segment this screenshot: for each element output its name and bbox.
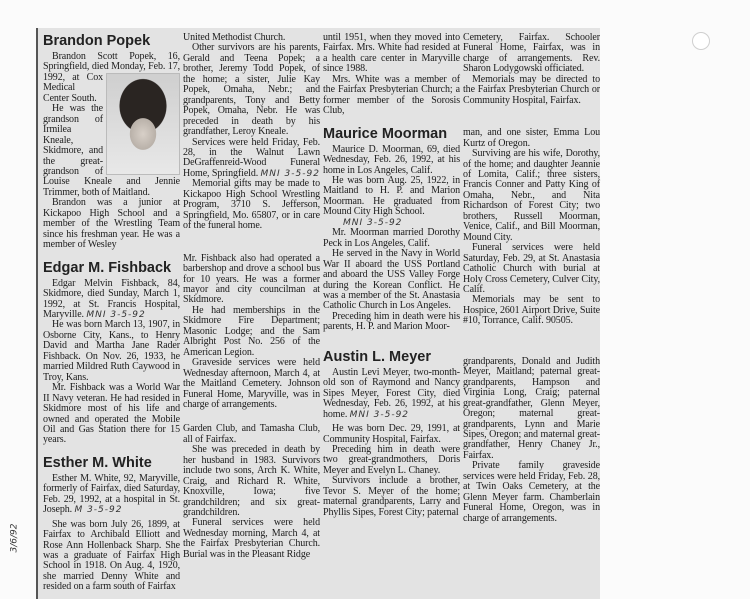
obituary-edgar-col1 xyxy=(43,279,180,446)
paragraph: Memorial gifts may be made to Kickapoo High School Wrestling Program, 3710 S. Jefferson, Springfield, Mo. 65807, or in care of the funeral home. xyxy=(183,178,320,232)
column-1 xyxy=(43,33,180,593)
column-4 xyxy=(463,33,600,593)
obituary-austin-col4 xyxy=(463,357,600,524)
paragraph: Funeral services were held Saturday, Feb. 29, at St. Anastasia Catholic Church with burial at Holy Cross Cemetery, Culver City, Calif. xyxy=(463,242,600,295)
obituary-maurice-col3 xyxy=(323,145,460,333)
obituary-heading-maurice-moorman: Maurice Moorman xyxy=(323,125,448,142)
paragraph: man, and one sister, Emma Lou Kurtz of Oregon. xyxy=(463,127,600,149)
paragraph: He was born Aug. 25, 1922, in Maitland to H. P. and Marion Moorman. He graduated from Mound City High School. xyxy=(323,174,460,218)
paragraph: until 1951, when they moved into Fairfax. Mrs. White had resided at a health care center in Maryville since 1988. xyxy=(323,32,460,75)
paragraph: He served in the Navy in World War II aboard the USS Portland and aboard the USS Valley Forge during the Korean Conflict. He was a member of the St. Anastasia Catholic Church in Los Angeles. xyxy=(323,248,460,312)
obituary-edgar-col2 xyxy=(183,254,320,411)
paragraph: Memorials may be sent to Hospice, 2601 Airport Drive, Suite #10, Torrance, Calif. 90505. xyxy=(463,294,600,327)
obituary-heading-brandon-popek: Brandon Popek xyxy=(43,33,151,49)
paragraph: She was born July 26, 1899, at Fairfax to Archibald Elliott and Rose Ann Hollenback Sharp. She was a graduate of Fairfax High School in 1918. On Aug. 4, 1920, she married Denny White and resided on a farm south of Fairfax xyxy=(43,518,180,593)
paragraph: Brandon was a junior at Kickapoo High School and a member of the Wrestling Team since his freshman year. He was a member of Wesley xyxy=(43,197,180,251)
column-3 xyxy=(323,33,460,593)
paragraph: Surviving are his wife, Dorothy, of the home; and daughter Jeannie of Lomita, Calif.; three sisters, Francis Conner and Patty King of Omaha, Nebr., and Nita Richardson of Forest City; two brothers, Russell Moorman, Venice, Calif., and Bill Moorman, Mound City. xyxy=(463,148,600,243)
paragraph: He was born Dec. 29, 1991, at Community Hospital, Fairfax. xyxy=(323,423,460,445)
binder-hole xyxy=(692,32,710,50)
obituary-heading-edgar-fishback: Edgar M. Fishback xyxy=(43,259,172,276)
paragraph: He was born March 13, 1907, in Osborne City, Kans., to Henry David and Martha Jane Rader Fishback. On Nov. 26, 1933, he married Mildred Ruth Caywood in Troy, Kans. xyxy=(43,319,180,383)
paragraph: Garden Club, and Tamasha Club, all of Fairfax. xyxy=(183,423,320,445)
paragraph: Austin Levi Meyer, two-month-old son of Raymond and Nancy Sipes Meyer, Forest City, died Wednesday, Feb. 26, 1992, at his home. MNI 3-5-92 xyxy=(323,366,460,420)
obituary-esther-col4 xyxy=(463,33,600,106)
paragraph: He had memberships in the Skidmore Fire Department; Masonic Lodge; and the Sam Albright Post No. 256 of the American Legion. xyxy=(183,304,320,358)
obituary-maurice-col4 xyxy=(463,128,600,327)
obituary-esther-col3 xyxy=(323,33,460,117)
paragraph: Mr. Fishback also had operated a barbershop and drove a school bus for 10 years. He was a former mayor and city councilman at Skidmore. xyxy=(183,252,320,306)
obituary-heading-esther-white: Esther M. White xyxy=(43,454,152,471)
obituary-esther-col2 xyxy=(183,424,320,560)
paragraph: Funeral services were held Wednesday morning, March 4, at the Fairfax Presbyterian Church. Burial was in the Pleasant Ridge xyxy=(183,517,320,560)
paragraph: She was preceded in death by her husband in 1983. Survivors include two sons, Arch K. White, Craig, and Richard R. White, Knoxville, Iowa; five grandchildren; and six great-grandchildren. xyxy=(183,444,320,519)
paragraph: Brandon Scott Popek, 16, Springfield, died Monday, Feb. 17, 1992, at Cox Medical Center South. xyxy=(43,51,180,104)
paragraph: Mr. Fishback was a World War II Navy veteran. He had resided in Skidmore most of his life and owned and operated the Mobile Oil and Gas Station there for 15 years. xyxy=(43,382,180,446)
handwritten-note: M 3-5-92 xyxy=(74,505,123,516)
obituary-brandon-col2 xyxy=(183,33,320,232)
portrait-photo xyxy=(106,73,180,175)
paragraph: Preceding him in death were his parents, H. P. and Marion Moor- xyxy=(323,310,460,333)
clipping-background xyxy=(36,28,600,599)
paragraph: grandparents, Donald and Judith Meyer, Maitland; paternal great-grandparents, Hampson and Virginia Long, Craig; paternal great-grandfather, Glenn Meyer, Oregon; maternal great-grandparents, Lynn and Marie Sipes, Oregon; and maternal great-grandfather, Henry Chaney Jr., Fairfax. xyxy=(463,355,600,461)
paragraph: Maurice D. Moorman, 69, died Wednesday, Feb. 26, 1992, at his home in Los Angeles, Calif. xyxy=(323,143,460,176)
handwritten-note: MNI 3-5-92 xyxy=(349,409,410,420)
paragraph: Edgar Melvin Fishback, 84, Skidmore, died Sunday, March 1, 1992, at St. Francis Hospital, Maryville. MNI 3-5-92 xyxy=(43,277,180,320)
paragraph: Graveside services were held Wednesday afternoon, March 4, at the Maitland Cemetery. Johnson Funeral Home, Maryville, was in charge of arrangements. xyxy=(183,357,320,410)
margin-handwritten-date: 3/6/92 xyxy=(9,523,20,553)
paragraph: Esther M. White, 92, Maryville, formerly of Fairfax, died Saturday, Feb. 29, 1992, at a hospital in St. Joseph. M 3-5-92 xyxy=(43,472,180,516)
paragraph: Cemetery, Fairfax. Schooler Funeral Home, Fairfax, was in charge of arrangements. Rev. Sharon Lodygowski officiated. xyxy=(463,32,600,75)
obituary-brandon-col1 xyxy=(43,52,180,251)
column-2 xyxy=(183,33,320,593)
paragraph: Services were held Friday, Feb. 28, in the Walnut Lawn DeGraffenreid-Wood Funeral Home, Springfield. MNI 3-5-92 xyxy=(183,136,320,179)
paragraph: Mr. Moorman married Dorothy Peck in Los Angeles, Calif. xyxy=(323,227,460,249)
paragraph: He was the grandson of Irmilea Kneale, Skidmore, and the great-grandson of Louise Kneale and Jennie Trimmer, both of Maitland. xyxy=(43,103,180,198)
paragraph: Other survivors are his parents, Gerald and Teena Popek; a brother, Jeremy Todd Popek, of the home; a sister, Julie Kay Popek, Omaha, Nebr.; and grandparents, Tony and Betty Popek, Omaha, Nebr. He was preceded in death by his grandfather, Leroy Kneale. xyxy=(183,42,320,138)
paragraph: Memorials may be directed to the Fairfax Presbyterian Church or Community Hospital, Fairfax. xyxy=(463,73,600,106)
handwritten-note: MNI 3-5-92 xyxy=(86,309,146,320)
paragraph: Private family graveside services were held Friday, Feb. 28, at Twin Oaks Cemetery, at the Glenn Meyer farm. Chamberlain Funeral Home, Oregon, was in charge of arrangements. xyxy=(463,460,600,524)
handwritten-note: MNI 3-5-92 xyxy=(343,217,403,228)
handwritten-note: MNI 3-5-92 xyxy=(260,168,320,179)
obituary-esther-col1 xyxy=(43,474,180,593)
paragraph: Mrs. White was a member of the Fairfax Presbyterian Church; a former member of the Sorosis Club, xyxy=(323,73,460,117)
paragraph: Preceding him in death were two great-grandmothers, Doris Meyer and Evelyn L. Chaney. xyxy=(323,443,460,476)
paragraph: Survivors include a brother, Tevor S. Meyer of the home; maternal grandparents, Larry and Phyllis Sipes, Forest City; paternal xyxy=(323,475,460,518)
paragraph: United Methodist Church. xyxy=(183,32,286,43)
obituary-heading-austin-meyer: Austin L. Meyer xyxy=(323,348,431,365)
obituary-austin-col3 xyxy=(323,368,460,518)
